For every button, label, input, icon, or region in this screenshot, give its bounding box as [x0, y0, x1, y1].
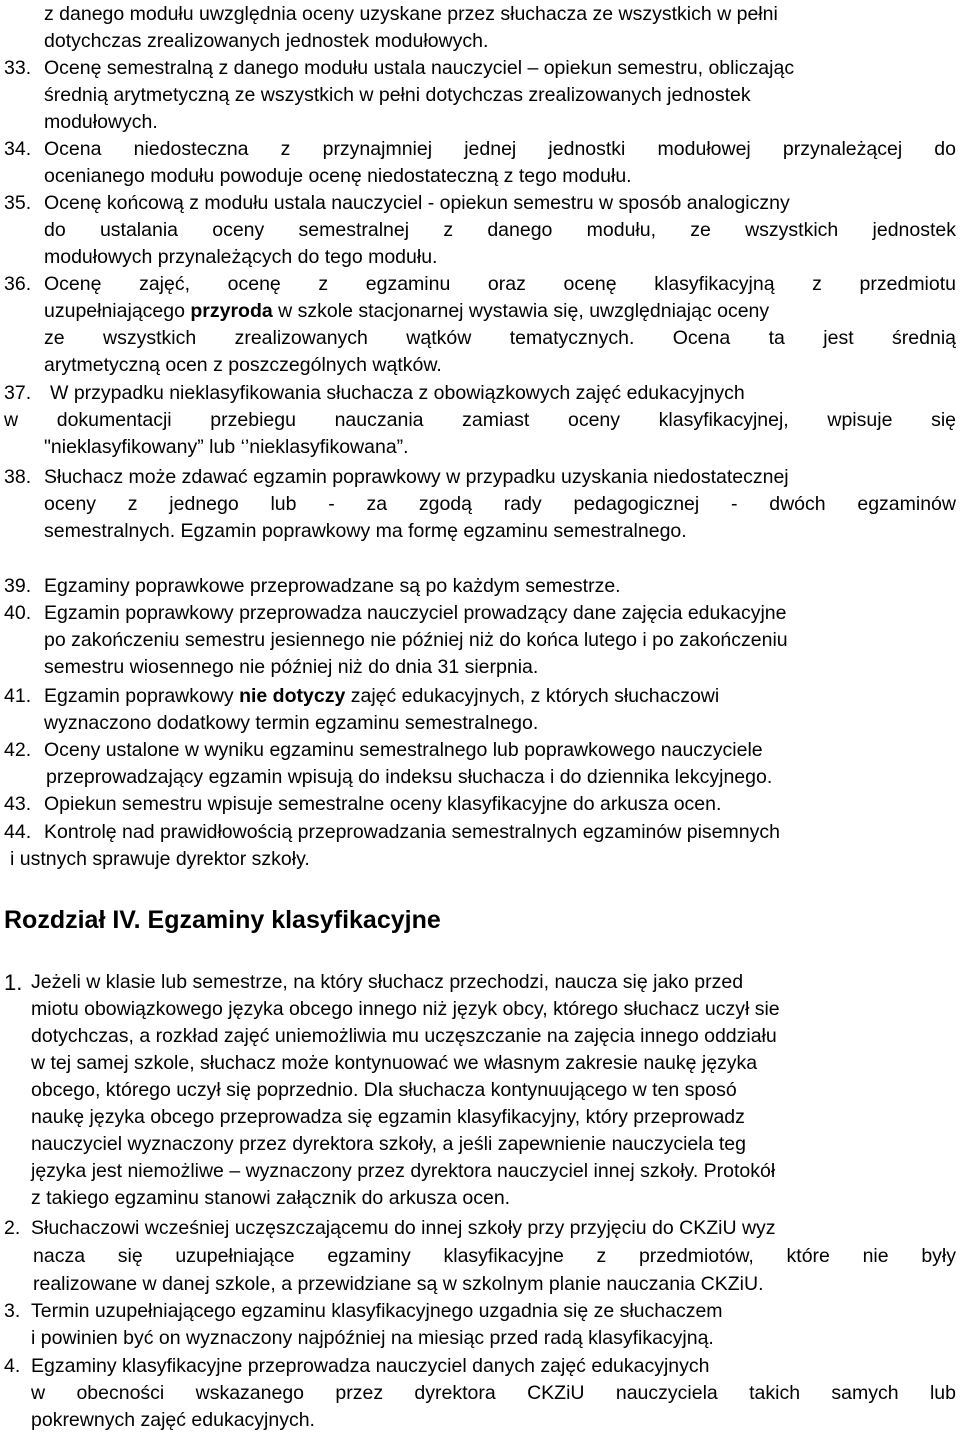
text-line: w obecności wskazanego przez dyrektora CKZiU nauczyciela takich samych lub [31, 1382, 956, 1404]
text-line: nacza się uzupełniające egzaminy klasyfikacyjne z przedmiotów, które nie były [33, 1245, 956, 1267]
text-line: W przypadku nieklasyfikowania słuchacza z obowiązkowych zajęć edukacyjnych [50, 382, 745, 404]
item-number: 40. [4, 602, 32, 624]
chapter-heading: Rozdział IV. Egzaminy klasyfikacyjne [4, 906, 441, 934]
text-line: w dokumentacji przebiegu nauczania zamiast oceny klasyfikacyjnej, wpisuje się [4, 409, 956, 431]
text-line [44, 683, 719, 710]
text-line: dotychczas zrealizowanych jednostek modułowych. [44, 30, 489, 52]
text-line [44, 298, 769, 325]
text-line: w tej samej szkole, słuchacz może kontynuować we własnym zakresie naukę języka [31, 1052, 758, 1074]
text-segment: zajęć edukacyjnych, z których słuchaczowi [350, 685, 720, 707]
text-line: Ocenę zajęć, ocenę z egzaminu oraz ocenę klasyfikacyjną z przedmiotu [44, 273, 956, 295]
text-line: Opiekun semestru wpisuje semestralne oceny klasyfikacyjne do arkusza ocen. [44, 793, 722, 815]
text-line: "nieklasyfikowany” lub ‘’nieklasyfikowana”. [44, 436, 409, 458]
item-number: 1. [4, 970, 23, 995]
text-line: oceny z jednego lub - za zgodą rady pedagogicznej - dwóch egzaminów [44, 493, 956, 515]
text-segment: uzupełniającego [44, 300, 185, 322]
text-line: i ustnych sprawuje dyrektor szkoły. [10, 848, 310, 870]
text-line: średnią arytmetyczną ze wszystkich w pełni dotychczas zrealizowanych jednostek [44, 84, 751, 106]
text-line: Ocenę końcową z modułu ustala nauczyciel - opiekun semestru w sposób analogiczny [44, 192, 790, 214]
text-line: do ustalania oceny semestralnej z danego modułu, ze wszystkich jednostek [44, 219, 956, 241]
text-line: Słuchaczowi wcześniej uczęszczającemu do innej szkoły przy przyjęciu do CKZiU wyz [31, 1217, 776, 1239]
item-number: 2. [4, 1217, 21, 1239]
item-number: 44. [4, 821, 32, 843]
item-number: 34. [4, 138, 32, 160]
text-line: ocenianego modułu powoduje ocenę niedostateczną z tego modułu. [44, 165, 632, 187]
text-line: języka jest niemożliwe – wyznaczony przez dyrektora nauczyciel innej szkoły. Protokół [31, 1160, 776, 1182]
text-line: obcego, którego uczył się poprzednio. Dla słuchacza kontynuującego w ten sposó [31, 1079, 737, 1101]
text-line: pokrewnych zajęć edukacyjnych. [31, 1409, 315, 1431]
item-number: 33. [4, 57, 32, 79]
item-number: 43. [4, 793, 32, 815]
text-line: z danego modułu uwzględnia oceny uzyskane przez słuchacza ze wszystkich w pełni [44, 3, 778, 25]
text-line: i powinien być on wyznaczony najpóźniej na miesiąc przed radą klasyfikacyjną. [31, 1327, 714, 1349]
item-number: 3. [4, 1300, 21, 1322]
text-line: nauczyciel wyznaczony przez dyrektora szkoły, a jeśli zapewnienie nauczyciela teg [31, 1133, 746, 1155]
bold-term: nie dotyczy [239, 685, 346, 707]
item-number: 42. [4, 739, 32, 761]
text-line: semestru wiosennego nie później niż do dnia 31 sierpnia. [44, 656, 539, 678]
item-number: 36. [4, 273, 32, 295]
item-number: 4. [4, 1355, 21, 1377]
text-line: Ocenę semestralną z danego modułu ustala nauczyciel – opiekun semestru, obliczając [44, 57, 795, 79]
text-line: Oceny ustalone w wyniku egzaminu semestralnego lub poprawkowego nauczyciele [44, 739, 763, 761]
bold-term: przyroda [190, 300, 273, 322]
text-line: modułowych przynależących do tego modułu. [44, 246, 438, 268]
text-line: miotu obowiązkowego języka obcego innego niż język obcy, którego słuchacz uczył sie [31, 998, 780, 1020]
text-line: arytmetyczną ocen z poszczególnych wątków. [44, 354, 442, 376]
text-line: semestralnych. Egzamin poprawkowy ma formę egzaminu semestralnego. [44, 520, 687, 542]
text-line: ze wszystkich zrealizowanych wątków tematycznych. Ocena ta jest średnią [44, 327, 956, 349]
text-line: naukę języka obcego przeprowadza się egzamin klasyfikacyjny, który przeprowadz [31, 1106, 745, 1128]
text-line: Słuchacz może zdawać egzamin poprawkowy w przypadku uzyskania niedostatecznej [44, 466, 789, 488]
text-line: wyznaczono dodatkowy termin egzaminu semestralnego. [44, 712, 539, 734]
text-line: Kontrolę nad prawidłowością przeprowadzania semestralnych egzaminów pisemnych [44, 821, 780, 843]
item-number: 38. [4, 466, 32, 488]
item-number: 41. [4, 685, 32, 707]
text-line: przeprowadzający egzamin wpisują do indeksu słuchacza i do dziennika lekcyjnego. [46, 766, 773, 788]
text-line: Egzaminy klasyfikacyjne przeprowadza nauczyciel danych zajęć edukacyjnych [31, 1355, 710, 1377]
text-line: Termin uzupełniającego egzaminu klasyfikacyjnego uzgadnia się ze słuchaczem [31, 1300, 723, 1322]
text-line: z takiego egzaminu stanowi załącznik do arkusza ocen. [31, 1187, 511, 1209]
text-segment: Egzamin poprawkowy [44, 685, 234, 707]
text-segment: w szkole stacjonarnej wystawia się, uwzględniając oceny [278, 300, 770, 322]
text-line: Egzaminy poprawkowe przeprowadzane są po każdym semestrze. [44, 575, 621, 597]
item-number: 35. [4, 192, 32, 214]
item-number: 39. [4, 575, 32, 597]
item-number: 37. [4, 382, 32, 404]
text-line: Ocena niedosteczna z przynajmniej jednej jednostki modułowej przynależącej do [44, 138, 956, 160]
text-line: realizowane w danej szkole, a przewidziane są w szkolnym planie nauczania CKZiU. [33, 1273, 764, 1295]
text-line: Jeżeli w klasie lub semestrze, na który słuchacz przechodzi, naucza się jako przed [31, 971, 744, 993]
text-line: dotychczas, a rozkład zajęć uniemożliwia mu uczęszczanie na zajęcia innego oddziału [31, 1025, 777, 1047]
text-line: modułowych. [44, 111, 158, 133]
text-line: Egzamin poprawkowy przeprowadza nauczyciel prowadzący dane zajęcia edukacyjne [44, 602, 787, 624]
text-line: po zakończeniu semestru jesiennego nie później niż do końca lutego i po zakończeniu [44, 629, 788, 651]
